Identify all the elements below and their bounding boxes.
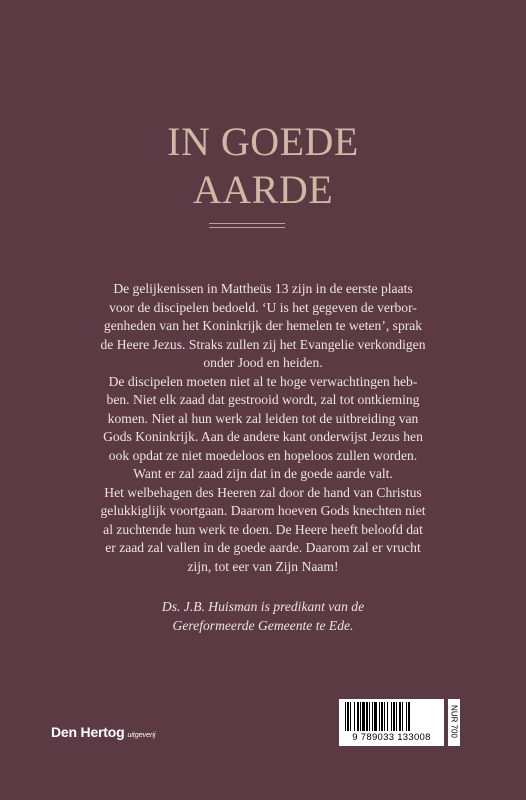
blurb-line: De discipelen moeten niet al te hoge verwachtingen heb-	[108, 373, 418, 389]
book-title	[0, 118, 526, 214]
barcode-bars-icon	[339, 699, 444, 733]
blurb-line: de Heere Jezus. Straks zullen zij het Evangelie verkondigen	[100, 336, 426, 352]
barcode-bar	[347, 702, 349, 731]
blurb-text	[54, 280, 472, 576]
blurb-line: ben. Niet elk zaad dat gestrooid wordt, zal tot ontkieming	[106, 392, 420, 407]
barcode-bar	[399, 702, 401, 731]
blurb-line: voor de discipelen bedoeld. ‘U is het gegeven de verbor-	[109, 299, 417, 315]
blurb-line: Het welbehagen des Heeren zal door de hand van Christus	[104, 484, 422, 500]
barcode-bar	[379, 702, 380, 731]
blurb-line: al zuchtende hun werk te doen. De Heere heeft beloofd dat	[103, 521, 423, 537]
title-line-1: IN GOEDE	[167, 119, 359, 164]
barcode-bar	[402, 702, 403, 731]
publisher-subtitle: uitgeverij	[127, 732, 156, 739]
barcode-bar	[362, 702, 365, 731]
barcode-bar	[391, 702, 392, 731]
barcode-bar	[372, 702, 373, 731]
barcode-bar	[354, 702, 355, 731]
barcode-bar	[345, 702, 346, 731]
blurb-line: gelukkiglijk voortgaan. Daarom hoeven Gods knechten niet	[100, 503, 426, 518]
blurb-line: Gods Koninkrijk. Aan de andere kant onderwijst Jezus hen	[103, 429, 423, 444]
barcode-bar	[396, 702, 397, 731]
barcode-bar	[406, 702, 407, 731]
barcode-bar	[357, 702, 359, 731]
barcode-bar	[374, 702, 377, 731]
barcode-bar	[384, 702, 385, 731]
title-line-2: AARDE	[192, 167, 334, 212]
author-note	[54, 597, 472, 635]
blurb-line: genheden van het Koninkrijk der hemelen te weten’, sprak	[103, 318, 423, 333]
title-divider-bottom	[209, 227, 285, 228]
barcode-bar	[360, 702, 361, 731]
author-line: Ds. J.B. Huisman is predikant van de	[161, 599, 365, 614]
blurb-line: zijn, tot eer van Zijn Naam!	[187, 558, 339, 574]
blurb-line: ook opdat ze niet moedeloos en hopeloos zullen worden.	[108, 447, 418, 463]
barcode-bar	[408, 702, 410, 731]
nur-label: NUR 700	[449, 705, 459, 738]
author-line: Gereformeerde Gemeente te Ede.	[172, 618, 354, 633]
publisher-logo	[51, 724, 155, 742]
publisher-name: Den Hertog	[51, 724, 125, 740]
nur-label-box	[448, 699, 460, 746]
barcode-bar	[366, 702, 368, 731]
blurb-line: Want er zal zaad zijn dat in de goede aarde valt.	[133, 466, 393, 481]
isbn-barcode	[339, 699, 444, 746]
blurb-line: onder Jood en heiden.	[203, 355, 323, 370]
barcode-bar	[381, 702, 383, 731]
barcode-bar	[393, 702, 395, 731]
barcode-bar	[387, 702, 388, 731]
barcode-bar	[350, 702, 351, 731]
barcode-number: 9 789033 133008	[352, 732, 431, 743]
title-divider-top	[209, 223, 285, 224]
blurb-line: De gelijkenissen in Mattheüs 13 zijn in de eerste plaats	[113, 281, 413, 296]
blurb-line: komen. Niet al hun werk zal leiden tot de uitbreiding van	[107, 410, 419, 426]
blurb-line: er zaad zal vallen in de goede aarde. Daarom zal er vrucht	[105, 540, 421, 555]
barcode-bar	[369, 702, 370, 731]
